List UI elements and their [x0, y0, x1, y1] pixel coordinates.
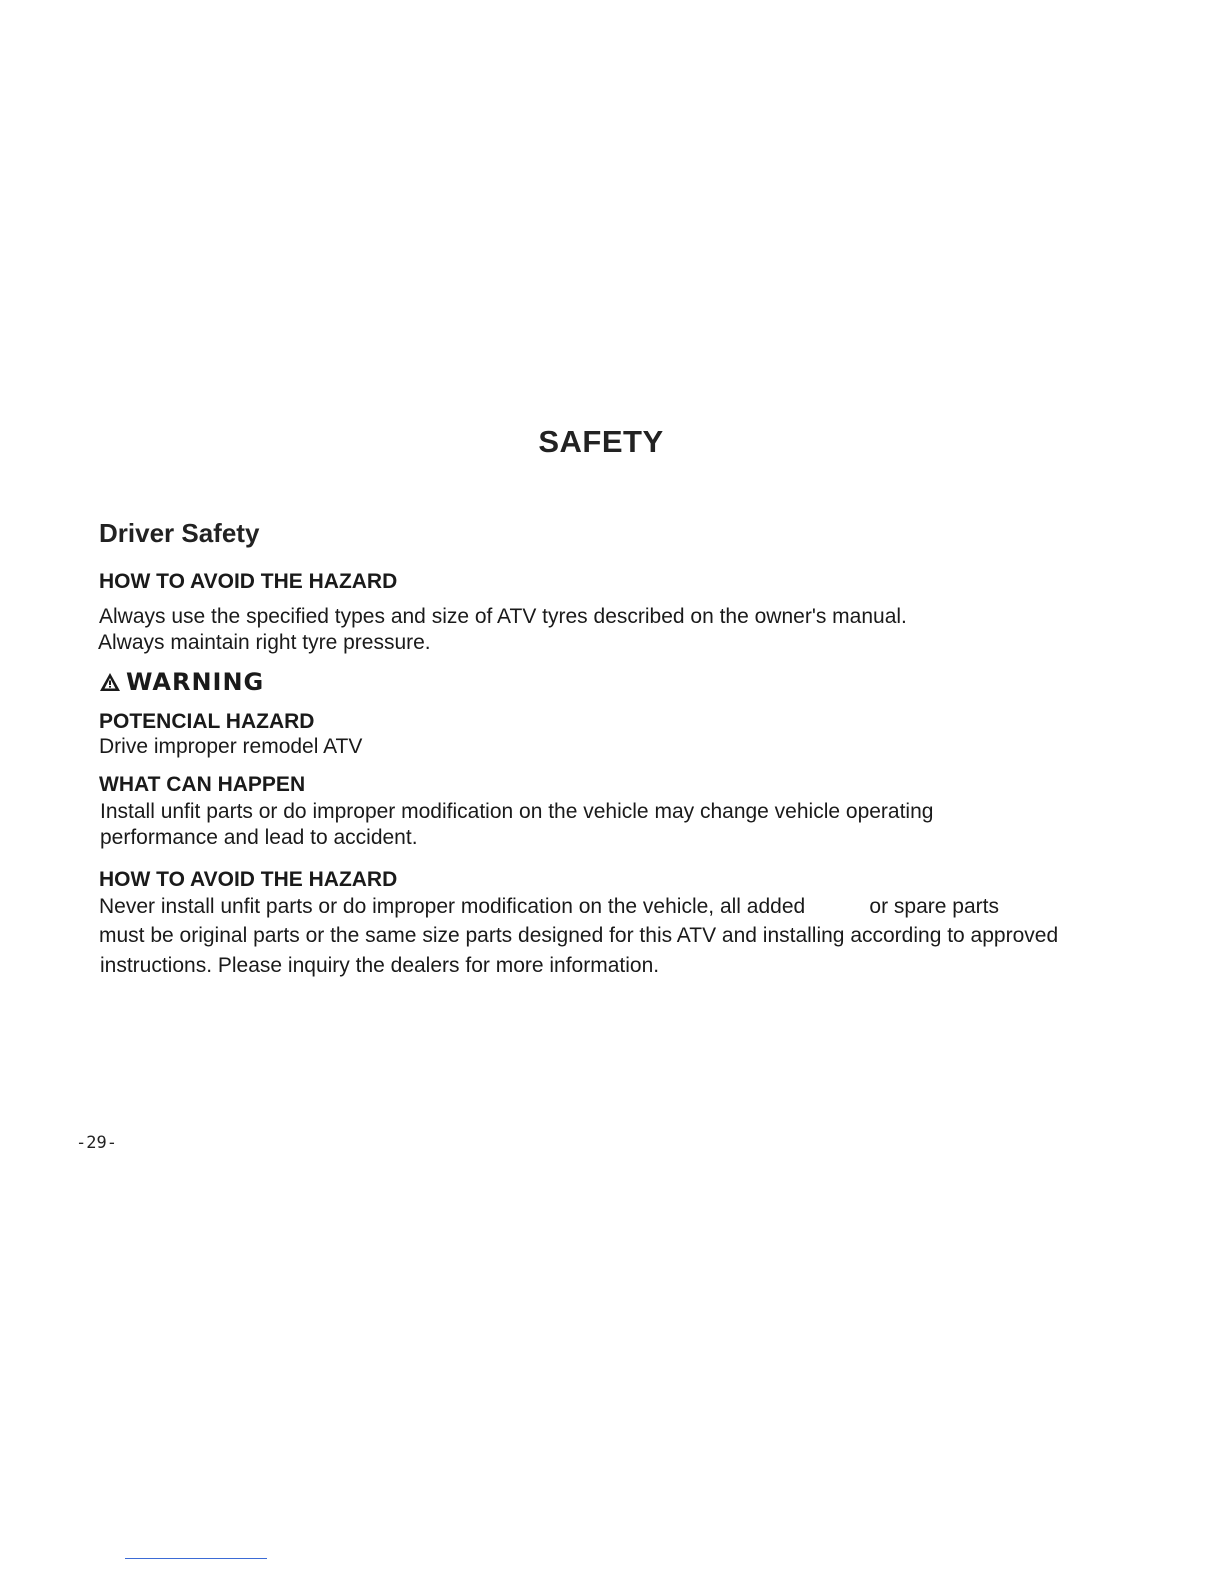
what-can-happen-line-1: Install unfit parts or do improper modification on the vehicle may change vehicle operating — [100, 800, 934, 823]
avoid-line-1: Never install unfit parts or do improper modification on the vehicle, all added or spare parts — [99, 895, 999, 918]
what-can-happen-heading: WHAT CAN HAPPEN — [99, 773, 306, 796]
warning-text: WARNING — [126, 668, 265, 696]
tyre-instruction-line: Always use the specified types and size of ATV tyres described on the owner's manual. — [99, 605, 907, 628]
avoid-hazard-heading-2: HOW TO AVOID THE HAZARD — [99, 868, 398, 891]
section-title: Driver Safety — [99, 518, 260, 548]
tyre-pressure-line: Always maintain right tyre pressure. — [98, 631, 431, 654]
potential-hazard-heading: POTENCIAL HAZARD — [99, 710, 315, 733]
avoid-line-3: instructions. Please inquiry the dealers for more information. — [100, 954, 660, 977]
what-can-happen-line-2: performance and lead to accident. — [100, 826, 418, 849]
bottom-rule — [125, 1558, 267, 1559]
warning-label — [99, 668, 264, 696]
page-title: SAFETY — [538, 424, 664, 459]
page-number: -29- — [76, 1133, 117, 1153]
warning-triangle-icon — [99, 672, 121, 692]
avoid-line-2: must be original parts or the same size parts designed for this ATV and installing according to approved — [99, 924, 1059, 947]
potential-hazard-text: Drive improper remodel ATV — [99, 735, 363, 758]
avoid-hazard-heading: HOW TO AVOID THE HAZARD — [99, 570, 398, 593]
